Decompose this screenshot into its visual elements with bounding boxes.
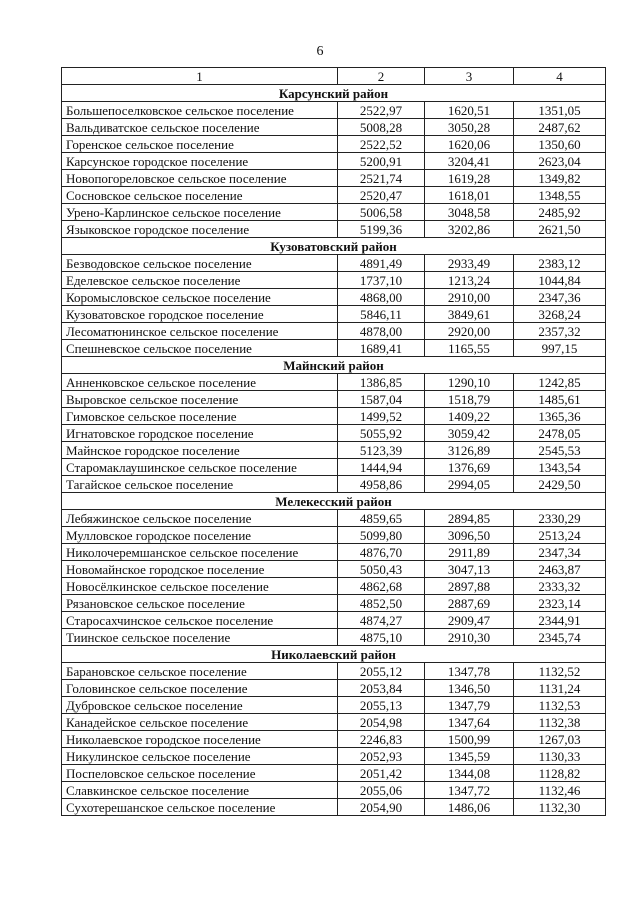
value-cell-col3: 1347,64 xyxy=(425,714,514,731)
settlement-name-cell: Тиинское сельское поселение xyxy=(62,629,338,646)
value-cell-col3: 2887,69 xyxy=(425,595,514,612)
value-cell-col2: 5006,58 xyxy=(338,204,425,221)
value-cell-col4: 1131,24 xyxy=(514,680,606,697)
value-cell-col4: 1267,03 xyxy=(514,731,606,748)
settlement-name-cell: Никулинское сельское поселение xyxy=(62,748,338,765)
column-header-3: 3 xyxy=(425,68,514,85)
value-cell-col2: 5199,36 xyxy=(338,221,425,238)
value-cell-col4: 3268,24 xyxy=(514,306,606,323)
value-cell-col3: 1486,06 xyxy=(425,799,514,816)
value-cell-col2: 5846,11 xyxy=(338,306,425,323)
table-row xyxy=(62,102,606,119)
table-row xyxy=(62,544,606,561)
value-cell-col4: 1349,82 xyxy=(514,170,606,187)
value-cell-col4: 1130,33 xyxy=(514,748,606,765)
value-cell-col3: 1347,79 xyxy=(425,697,514,714)
value-cell-col3: 1620,51 xyxy=(425,102,514,119)
table-row xyxy=(62,442,606,459)
value-cell-col4: 2513,24 xyxy=(514,527,606,544)
value-cell-col4: 2330,29 xyxy=(514,510,606,527)
value-cell-col2: 4859,65 xyxy=(338,510,425,527)
value-cell-col4: 1351,05 xyxy=(514,102,606,119)
value-cell-col2: 4876,70 xyxy=(338,544,425,561)
table-row xyxy=(62,731,606,748)
value-cell-col4: 1348,55 xyxy=(514,187,606,204)
value-cell-col4: 1132,52 xyxy=(514,663,606,680)
value-cell-col3: 2910,00 xyxy=(425,289,514,306)
value-cell-col4: 2429,50 xyxy=(514,476,606,493)
table-row xyxy=(62,289,606,306)
value-cell-col3: 2909,47 xyxy=(425,612,514,629)
settlement-name-cell: Спешневское сельское поселение xyxy=(62,340,338,357)
column-header-1: 1 xyxy=(62,68,338,85)
value-cell-col3: 3202,86 xyxy=(425,221,514,238)
table-row xyxy=(62,170,606,187)
table-row xyxy=(62,119,606,136)
table-row xyxy=(62,374,606,391)
table-row xyxy=(62,799,606,816)
value-cell-col3: 1347,78 xyxy=(425,663,514,680)
value-cell-col4: 2344,91 xyxy=(514,612,606,629)
table-row xyxy=(62,765,606,782)
value-cell-col3: 1344,08 xyxy=(425,765,514,782)
value-cell-col3: 1409,22 xyxy=(425,408,514,425)
table-row xyxy=(62,459,606,476)
value-cell-col4: 1044,84 xyxy=(514,272,606,289)
value-cell-col3: 3050,28 xyxy=(425,119,514,136)
table-row xyxy=(62,595,606,612)
table-row xyxy=(62,561,606,578)
table-row xyxy=(62,663,606,680)
value-cell-col3: 2897,88 xyxy=(425,578,514,595)
district-header-row xyxy=(62,493,606,510)
settlement-name-cell: Лесоматюнинское сельское поселение xyxy=(62,323,338,340)
value-cell-col3: 3048,58 xyxy=(425,204,514,221)
value-cell-col4: 2621,50 xyxy=(514,221,606,238)
table-row xyxy=(62,221,606,238)
settlement-name-cell: Головинское сельское поселение xyxy=(62,680,338,697)
value-cell-col4: 2487,62 xyxy=(514,119,606,136)
value-cell-col3: 1619,28 xyxy=(425,170,514,187)
value-cell-col2: 1444,94 xyxy=(338,459,425,476)
value-cell-col3: 1376,69 xyxy=(425,459,514,476)
column-number-header-row xyxy=(62,68,606,85)
value-cell-col2: 5123,39 xyxy=(338,442,425,459)
table-row xyxy=(62,391,606,408)
settlement-name-cell: Новопогореловское сельское поселение xyxy=(62,170,338,187)
value-cell-col4: 1128,82 xyxy=(514,765,606,782)
value-cell-col4: 2545,53 xyxy=(514,442,606,459)
settlement-name-cell: Сосновское сельское поселение xyxy=(62,187,338,204)
value-cell-col4: 1132,30 xyxy=(514,799,606,816)
value-cell-col2: 5008,28 xyxy=(338,119,425,136)
settlement-name-cell: Барановское сельское поселение xyxy=(62,663,338,680)
value-cell-col4: 1343,54 xyxy=(514,459,606,476)
settlement-name-cell: Коромысловское сельское поселение xyxy=(62,289,338,306)
settlement-name-cell: Горенское сельское поселение xyxy=(62,136,338,153)
value-cell-col2: 4852,50 xyxy=(338,595,425,612)
table-row xyxy=(62,782,606,799)
settlement-name-cell: Канадейское сельское поселение xyxy=(62,714,338,731)
table-row xyxy=(62,714,606,731)
value-cell-col2: 1587,04 xyxy=(338,391,425,408)
table-row xyxy=(62,204,606,221)
district-name: Кузоватовский район xyxy=(62,238,606,255)
value-cell-col4: 1242,85 xyxy=(514,374,606,391)
value-cell-col2: 2522,52 xyxy=(338,136,425,153)
settlement-name-cell: Лебяжинское сельское поселение xyxy=(62,510,338,527)
settlement-name-cell: Карсунское городское поселение xyxy=(62,153,338,170)
value-cell-col2: 2055,06 xyxy=(338,782,425,799)
value-cell-col3: 1500,99 xyxy=(425,731,514,748)
table-row xyxy=(62,527,606,544)
value-cell-col2: 1689,41 xyxy=(338,340,425,357)
settlement-name-cell: Урено-Карлинское сельское поселение xyxy=(62,204,338,221)
value-cell-col4: 2347,36 xyxy=(514,289,606,306)
value-cell-col3: 2910,30 xyxy=(425,629,514,646)
value-cell-col2: 2054,98 xyxy=(338,714,425,731)
district-header-row xyxy=(62,238,606,255)
table-row xyxy=(62,697,606,714)
value-cell-col2: 5099,80 xyxy=(338,527,425,544)
settlement-name-cell: Гимовское сельское поселение xyxy=(62,408,338,425)
value-cell-col2: 4875,10 xyxy=(338,629,425,646)
value-cell-col2: 2522,97 xyxy=(338,102,425,119)
district-header-row xyxy=(62,85,606,102)
value-cell-col2: 2246,83 xyxy=(338,731,425,748)
value-cell-col2: 2520,47 xyxy=(338,187,425,204)
settlement-name-cell: Вальдиватское сельское поселение xyxy=(62,119,338,136)
value-cell-col2: 2051,42 xyxy=(338,765,425,782)
settlement-name-cell: Кузоватовское городское поселение xyxy=(62,306,338,323)
value-cell-col2: 1386,85 xyxy=(338,374,425,391)
settlement-name-cell: Анненковское сельское поселение xyxy=(62,374,338,391)
value-cell-col3: 3849,61 xyxy=(425,306,514,323)
district-name: Мелекесский район xyxy=(62,493,606,510)
column-header-4: 4 xyxy=(514,68,606,85)
table-row xyxy=(62,510,606,527)
value-cell-col4: 1132,53 xyxy=(514,697,606,714)
value-cell-col3: 2894,85 xyxy=(425,510,514,527)
value-cell-col2: 2055,13 xyxy=(338,697,425,714)
value-cell-col3: 1213,24 xyxy=(425,272,514,289)
table-row xyxy=(62,255,606,272)
value-cell-col4: 2383,12 xyxy=(514,255,606,272)
value-cell-col3: 1618,01 xyxy=(425,187,514,204)
value-cell-col4: 2347,34 xyxy=(514,544,606,561)
value-cell-col3: 1346,50 xyxy=(425,680,514,697)
value-cell-col3: 2994,05 xyxy=(425,476,514,493)
district-name: Николаевский район xyxy=(62,646,606,663)
value-cell-col4: 2323,14 xyxy=(514,595,606,612)
value-cell-col2: 4862,68 xyxy=(338,578,425,595)
settlement-name-cell: Еделевское сельское поселение xyxy=(62,272,338,289)
value-cell-col2: 5200,91 xyxy=(338,153,425,170)
value-cell-col3: 3096,50 xyxy=(425,527,514,544)
district-name: Майнский район xyxy=(62,357,606,374)
settlement-name-cell: Дубровское сельское поселение xyxy=(62,697,338,714)
value-cell-col2: 5050,43 xyxy=(338,561,425,578)
value-cell-col3: 1518,79 xyxy=(425,391,514,408)
value-cell-col3: 2911,89 xyxy=(425,544,514,561)
value-cell-col2: 4958,86 xyxy=(338,476,425,493)
value-cell-col4: 1485,61 xyxy=(514,391,606,408)
table-row xyxy=(62,748,606,765)
page-number: 6 xyxy=(316,44,324,59)
settlement-name-cell: Тагайское сельское поселение xyxy=(62,476,338,493)
value-cell-col3: 2933,49 xyxy=(425,255,514,272)
table-row xyxy=(62,136,606,153)
settlement-name-cell: Сухотерешанское сельское поселение xyxy=(62,799,338,816)
value-cell-col4: 2485,92 xyxy=(514,204,606,221)
value-cell-col2: 4891,49 xyxy=(338,255,425,272)
table-row xyxy=(62,612,606,629)
table-row xyxy=(62,680,606,697)
value-cell-col3: 3126,89 xyxy=(425,442,514,459)
value-cell-col2: 4878,00 xyxy=(338,323,425,340)
district-header-row xyxy=(62,646,606,663)
value-cell-col4: 2463,87 xyxy=(514,561,606,578)
table-row xyxy=(62,187,606,204)
settlement-name-cell: Майнское городское поселение xyxy=(62,442,338,459)
value-cell-col2: 2052,93 xyxy=(338,748,425,765)
settlement-name-cell: Старосахчинское сельское поселение xyxy=(62,612,338,629)
value-cell-col3: 1345,59 xyxy=(425,748,514,765)
value-cell-col4: 2345,74 xyxy=(514,629,606,646)
value-cell-col3: 2920,00 xyxy=(425,323,514,340)
settlement-name-cell: Игнатовское городское поселение xyxy=(62,425,338,442)
table-row xyxy=(62,306,606,323)
value-cell-col4: 2333,32 xyxy=(514,578,606,595)
settlement-name-cell: Николаевское городское поселение xyxy=(62,731,338,748)
table-row xyxy=(62,323,606,340)
value-cell-col3: 3047,13 xyxy=(425,561,514,578)
table-row xyxy=(62,408,606,425)
value-cell-col2: 4874,27 xyxy=(338,612,425,629)
value-cell-col2: 1499,52 xyxy=(338,408,425,425)
value-cell-col4: 2478,05 xyxy=(514,425,606,442)
value-cell-col2: 1737,10 xyxy=(338,272,425,289)
value-cell-col4: 1132,46 xyxy=(514,782,606,799)
settlement-name-cell: Выровское сельское поселение xyxy=(62,391,338,408)
value-cell-col2: 2521,74 xyxy=(338,170,425,187)
settlement-name-cell: Новосёлкинское сельское поселение xyxy=(62,578,338,595)
district-header-row xyxy=(62,357,606,374)
settlement-name-cell: Безводовское сельское поселение xyxy=(62,255,338,272)
value-cell-col2: 4868,00 xyxy=(338,289,425,306)
settlement-name-cell: Новомайнское городское поселение xyxy=(62,561,338,578)
value-cell-col3: 1347,72 xyxy=(425,782,514,799)
value-cell-col2: 2053,84 xyxy=(338,680,425,697)
value-cell-col2: 2054,90 xyxy=(338,799,425,816)
settlement-name-cell: Поспеловское сельское поселение xyxy=(62,765,338,782)
value-cell-col3: 1290,10 xyxy=(425,374,514,391)
value-cell-col4: 997,15 xyxy=(514,340,606,357)
table-row xyxy=(62,340,606,357)
value-cell-col2: 2055,12 xyxy=(338,663,425,680)
value-cell-col2: 5055,92 xyxy=(338,425,425,442)
value-cell-col4: 1365,36 xyxy=(514,408,606,425)
value-cell-col4: 1350,60 xyxy=(514,136,606,153)
settlements-table xyxy=(61,67,606,816)
settlement-name-cell: Языковское городское поселение xyxy=(62,221,338,238)
table-row xyxy=(62,476,606,493)
value-cell-col4: 1132,38 xyxy=(514,714,606,731)
settlement-name-cell: Славкинское сельское поселение xyxy=(62,782,338,799)
column-header-2: 2 xyxy=(338,68,425,85)
value-cell-col3: 1620,06 xyxy=(425,136,514,153)
district-name: Карсунский район xyxy=(62,85,606,102)
table-row xyxy=(62,272,606,289)
settlement-name-cell: Большепоселковское сельское поселение xyxy=(62,102,338,119)
table-row xyxy=(62,153,606,170)
value-cell-col3: 3059,42 xyxy=(425,425,514,442)
settlement-name-cell: Николочеремшанское сельское поселение xyxy=(62,544,338,561)
settlement-name-cell: Рязановское сельское поселение xyxy=(62,595,338,612)
value-cell-col4: 2357,32 xyxy=(514,323,606,340)
table-body xyxy=(62,68,606,816)
settlement-name-cell: Старомаклаушинское сельское поселение xyxy=(62,459,338,476)
table-row xyxy=(62,578,606,595)
settlement-name-cell: Мулловское городское поселение xyxy=(62,527,338,544)
value-cell-col3: 1165,55 xyxy=(425,340,514,357)
table-row xyxy=(62,629,606,646)
table-row xyxy=(62,425,606,442)
value-cell-col3: 3204,41 xyxy=(425,153,514,170)
value-cell-col4: 2623,04 xyxy=(514,153,606,170)
